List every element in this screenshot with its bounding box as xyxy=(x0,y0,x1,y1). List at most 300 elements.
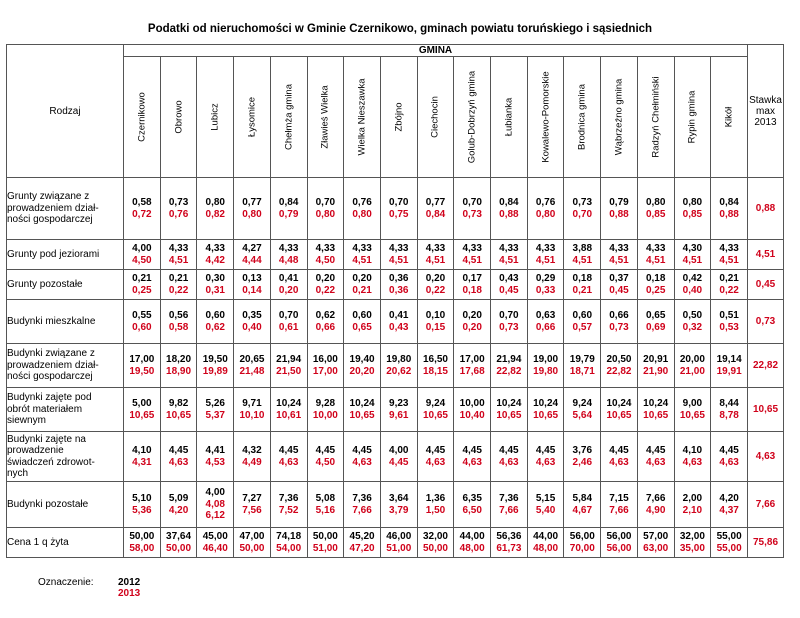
value-2013: 48,00 xyxy=(459,542,485,554)
value-2013: 4,63 xyxy=(462,456,482,468)
value-2012: 74,18 xyxy=(276,531,302,542)
value-2012: 44,00 xyxy=(533,531,559,542)
value-2012: 9,23 xyxy=(389,398,409,409)
value-cell xyxy=(527,344,564,388)
value-2012: 9,28 xyxy=(315,398,336,409)
value-2013: 48,00 xyxy=(533,542,559,554)
value-cell xyxy=(527,528,564,558)
max-rate-cell: 7,66 xyxy=(748,482,784,528)
value-2012: 0,80 xyxy=(682,197,703,208)
value-2012: 20,91 xyxy=(643,354,669,365)
value-2013: 18,90 xyxy=(166,365,192,377)
value-2012: 10,24 xyxy=(533,398,559,409)
max-rate-cell: 22,82 xyxy=(748,344,784,388)
value-2013: 51,00 xyxy=(386,542,412,554)
legend xyxy=(38,577,141,599)
value-cell xyxy=(637,240,674,270)
value-2012: 4,33 xyxy=(499,243,519,254)
row-label-line: Budynki zajęte na xyxy=(7,433,86,445)
value-2012: 4,33 xyxy=(278,243,299,254)
value-2013: 0,62 xyxy=(205,321,225,333)
value-2012: 32,00 xyxy=(679,531,705,542)
value-cell xyxy=(344,300,381,344)
municipality-header xyxy=(637,57,674,178)
municipality-header xyxy=(124,57,161,178)
value-2012: 0,77 xyxy=(242,197,262,208)
value-2013: 4,45 xyxy=(389,456,409,468)
value-2012: 4,00 xyxy=(132,243,152,254)
value-cell xyxy=(564,270,601,300)
value-2013: 21,90 xyxy=(643,365,669,377)
value-cell xyxy=(454,178,491,240)
value-2012: 4,45 xyxy=(535,445,556,456)
value-2013: 10,65 xyxy=(643,409,669,421)
value-2012: 4,45 xyxy=(609,445,629,456)
value-cell xyxy=(454,432,491,482)
row-label-line: ności gospodarczej xyxy=(7,214,93,226)
value-cell xyxy=(234,178,271,240)
value-cell xyxy=(344,528,381,558)
value-cell xyxy=(674,388,711,432)
value-2012: 7,36 xyxy=(278,493,299,504)
value-2012: 19,14 xyxy=(716,354,742,365)
value-2012: 4,33 xyxy=(719,243,739,254)
row-label xyxy=(7,344,124,388)
max-rate-cell: 10,65 xyxy=(748,388,784,432)
value-cell xyxy=(454,344,491,388)
value-2012: 0,63 xyxy=(535,310,556,321)
value-cell xyxy=(160,344,197,388)
value-2013: 0,73 xyxy=(499,321,519,333)
value-2013: 0,25 xyxy=(132,284,152,296)
value-cell xyxy=(711,432,748,482)
value-cell xyxy=(527,270,564,300)
value-2013: 21,00 xyxy=(679,365,705,377)
value-cell xyxy=(527,482,564,528)
value-2013: 4,90 xyxy=(645,504,666,516)
municipality-name: Zławieś Wielka xyxy=(319,85,331,149)
value-2012: 5,09 xyxy=(168,493,189,504)
value-2013: 0,22 xyxy=(425,284,446,296)
value-cell xyxy=(270,270,307,300)
value-2012: 4,30 xyxy=(682,243,703,254)
municipality-name: Wąbrzeźno gmina xyxy=(613,78,625,156)
municipality-name: Rypin gmina xyxy=(686,90,698,144)
value-2012: 0,70 xyxy=(278,310,299,321)
municipality-header xyxy=(417,57,454,178)
value-2013: 0,76 xyxy=(168,208,189,220)
rodzaj-header: Rodzaj xyxy=(7,45,124,178)
value-2012: 0,70 xyxy=(462,197,482,208)
value-cell xyxy=(307,178,344,240)
value-cell xyxy=(674,270,711,300)
value-cell xyxy=(711,482,748,528)
value-2013: 0,22 xyxy=(315,284,336,296)
value-cell xyxy=(234,240,271,270)
value-2012: 1,36 xyxy=(425,493,446,504)
value-cell xyxy=(637,388,674,432)
value-cell xyxy=(454,240,491,270)
value-2012: 17,00 xyxy=(129,354,155,365)
value-cell xyxy=(344,178,381,240)
value-2012: 0,20 xyxy=(425,273,446,284)
value-2012: 50,00 xyxy=(312,531,338,542)
value-2012: 45,00 xyxy=(202,531,228,542)
value-cell xyxy=(711,300,748,344)
value-2013: 0,21 xyxy=(352,284,372,296)
value-cell xyxy=(564,240,601,270)
municipality-header xyxy=(527,57,564,178)
value-2012: 4,45 xyxy=(645,445,666,456)
value-cell xyxy=(197,388,234,432)
value-cell xyxy=(527,388,564,432)
value-2013: 10,65 xyxy=(496,409,522,421)
value-cell xyxy=(197,528,234,558)
value-2012: 0,30 xyxy=(205,273,225,284)
value-cell xyxy=(564,178,601,240)
value-2013: 0,57 xyxy=(572,321,593,333)
value-2012: 0,50 xyxy=(682,310,703,321)
value-cell xyxy=(527,240,564,270)
value-2013: 10,65 xyxy=(422,409,448,421)
value-2013: 10,65 xyxy=(679,409,705,421)
value-cell xyxy=(270,528,307,558)
value-cell xyxy=(197,300,234,344)
value-2013: 4,49 xyxy=(242,456,262,468)
municipality-name: Zbójno xyxy=(393,102,405,132)
value-cell xyxy=(307,432,344,482)
value-2013: 21,48 xyxy=(239,365,265,377)
value-2013: 18,15 xyxy=(422,365,448,377)
value-2013: 4,50 xyxy=(132,254,152,266)
value-cell xyxy=(454,300,491,344)
value-cell xyxy=(674,300,711,344)
value-cell xyxy=(711,270,748,300)
value-2012: 0,65 xyxy=(645,310,666,321)
value-cell xyxy=(601,528,638,558)
value-2012: 4,33 xyxy=(205,243,225,254)
table-row xyxy=(7,528,784,558)
value-2012: 0,41 xyxy=(278,273,299,284)
value-2013: 2,10 xyxy=(682,504,703,516)
value-2012: 4,45 xyxy=(278,445,299,456)
value-2013: 10,65 xyxy=(129,409,155,421)
value-cell xyxy=(637,528,674,558)
stawka-header-line2: max xyxy=(756,105,775,117)
value-cell xyxy=(601,178,638,240)
value-2012: 5,26 xyxy=(205,398,225,409)
value-cell xyxy=(344,432,381,482)
value-2013: 4,53 xyxy=(205,456,225,468)
value-2013: 46,40 xyxy=(202,542,228,554)
value-2012: 8,44 xyxy=(719,398,739,409)
value-2012: 4,33 xyxy=(645,243,666,254)
value-cell xyxy=(234,300,271,344)
value-cell xyxy=(601,432,638,482)
row-label xyxy=(7,528,124,558)
value-cell xyxy=(234,528,271,558)
table-row xyxy=(7,482,784,528)
value-2013: 0,85 xyxy=(682,208,703,220)
value-cell xyxy=(711,240,748,270)
value-2013: 0,58 xyxy=(168,321,189,333)
value-cell xyxy=(344,388,381,432)
value-cell xyxy=(454,270,491,300)
legend-2013: 2013 xyxy=(118,588,141,599)
row-label xyxy=(7,178,124,240)
value-2013: 7,56 xyxy=(242,504,262,516)
table-row xyxy=(7,270,784,300)
value-2012: 0,60 xyxy=(205,310,225,321)
municipality-header xyxy=(234,57,271,178)
value-2013: 22,82 xyxy=(496,365,522,377)
value-2013: 0,36 xyxy=(389,284,409,296)
value-2013: 0,53 xyxy=(719,321,739,333)
municipality-header xyxy=(380,57,417,178)
stawka-header-line3: 2013 xyxy=(754,116,777,128)
value-2013: 47,20 xyxy=(349,542,375,554)
value-2013: 0,20 xyxy=(278,284,299,296)
municipality-header xyxy=(270,57,307,178)
value-2013: 5,37 xyxy=(205,409,225,421)
value-cell xyxy=(197,344,234,388)
value-2012: 4,45 xyxy=(462,445,482,456)
document-title: Podatki od nieruchomości w Gminie Czernikowo, gminach powiatu toruńskiego i sąsiednich xyxy=(147,23,653,35)
municipality-name: Łubianka xyxy=(503,97,515,137)
value-2013: 4,67 xyxy=(572,504,593,516)
value-2013: 0,32 xyxy=(682,321,703,333)
value-cell xyxy=(491,178,528,240)
value-2013: 0,73 xyxy=(462,208,482,220)
value-2013: 0,84 xyxy=(425,208,446,220)
row-label-line: świadczeń zdrowot- xyxy=(7,456,95,468)
row-label-line: obrót materiałem xyxy=(7,403,83,415)
value-2012: 4,33 xyxy=(609,243,629,254)
value-cell xyxy=(637,432,674,482)
row-label-line: Grunty pod jeziorami xyxy=(7,248,100,260)
value-2012: 4,33 xyxy=(462,243,482,254)
value-2012: 10,24 xyxy=(496,398,522,409)
municipality-header xyxy=(160,57,197,178)
value-2013: 4,51 xyxy=(389,254,409,266)
row-label xyxy=(7,300,124,344)
value-2013: 19,91 xyxy=(716,365,742,377)
value-2013: 7,52 xyxy=(278,504,299,516)
value-cell xyxy=(160,270,197,300)
value-cell xyxy=(564,482,601,528)
value-cell xyxy=(601,482,638,528)
value-2013: 56,00 xyxy=(606,542,632,554)
value-2012: 4,33 xyxy=(168,243,189,254)
value-2013: 61,73 xyxy=(496,542,522,554)
value-2013: 0,43 xyxy=(389,321,409,333)
value-2012: 4,10 xyxy=(682,445,703,456)
value-2012: 19,00 xyxy=(533,354,559,365)
value-2012: 0,35 xyxy=(242,310,262,321)
value-2012: 0,10 xyxy=(425,310,446,321)
value-2013: 0,72 xyxy=(132,208,152,220)
value-2012: 3,76 xyxy=(572,445,593,456)
value-cell xyxy=(711,388,748,432)
value-2012: 0,70 xyxy=(499,310,519,321)
value-cell xyxy=(601,240,638,270)
value-2012: 10,00 xyxy=(459,398,485,409)
value-2013: 4,51 xyxy=(168,254,189,266)
municipality-header xyxy=(307,57,344,178)
row-label xyxy=(7,388,124,432)
value-2012: 4,45 xyxy=(315,445,336,456)
value-cell xyxy=(270,178,307,240)
value-2012: 4,45 xyxy=(499,445,519,456)
value-2013: 0,75 xyxy=(389,208,409,220)
value-2012: 9,24 xyxy=(425,398,446,409)
row-label-line: Grunty pozostałe xyxy=(7,278,83,290)
value-cell xyxy=(197,240,234,270)
value-cell xyxy=(234,388,271,432)
value-2013: 50,00 xyxy=(166,542,192,554)
value-2013: 0,88 xyxy=(609,208,629,220)
value-cell xyxy=(637,300,674,344)
value-cell xyxy=(637,482,674,528)
value-cell xyxy=(491,528,528,558)
value-cell xyxy=(527,178,564,240)
row-label-line: siewnym xyxy=(7,415,46,427)
value-2012: 0,77 xyxy=(425,197,446,208)
value-2013: 4,51 xyxy=(572,254,593,266)
max-rate-cell: 0,73 xyxy=(748,300,784,344)
value-2013: 5,40 xyxy=(535,504,556,516)
value-cell xyxy=(160,432,197,482)
value-2013: 10,65 xyxy=(606,409,632,421)
max-rate-cell: 0,45 xyxy=(748,270,784,300)
value-2013: 8,78 xyxy=(719,409,739,421)
row-label xyxy=(7,240,124,270)
value-2012: 5,84 xyxy=(572,493,593,504)
value-2013: 6,50 xyxy=(462,504,482,516)
value-2013: 21,50 xyxy=(276,365,302,377)
value-2012: 10,24 xyxy=(349,398,375,409)
value-cell xyxy=(380,300,417,344)
value-2012: 7,66 xyxy=(645,493,666,504)
municipality-name: Czernikowo xyxy=(136,92,148,142)
value-2013: 0,66 xyxy=(535,321,556,333)
value-2012: 0,18 xyxy=(572,273,593,284)
value-2012: 4,45 xyxy=(425,445,446,456)
value-2013: 50,00 xyxy=(239,542,265,554)
municipality-header xyxy=(197,57,234,178)
value-2013: 0,73 xyxy=(609,321,629,333)
value-2013: 63,00 xyxy=(643,542,669,554)
value-2012: 4,32 xyxy=(242,445,262,456)
stawka-header xyxy=(748,45,784,178)
value-2013: 17,00 xyxy=(312,365,338,377)
value-2013: 0,18 xyxy=(462,284,482,296)
value-2013: 4,50 xyxy=(315,456,336,468)
value-2012: 0,84 xyxy=(719,197,739,208)
row-label-line: Budynki związane z xyxy=(7,348,95,360)
value-cell xyxy=(307,270,344,300)
value-2012: 9,82 xyxy=(168,398,189,409)
value-cell xyxy=(234,482,271,528)
value-2013: 22,82 xyxy=(606,365,632,377)
value-2013: 58,00 xyxy=(129,542,155,554)
value-cell xyxy=(234,432,271,482)
value-cell xyxy=(454,528,491,558)
value-cell xyxy=(491,300,528,344)
value-2012: 32,00 xyxy=(422,531,448,542)
value-2012: 4,00 xyxy=(389,445,409,456)
value-2012: 0,17 xyxy=(462,273,482,284)
value-2012: 4,33 xyxy=(352,243,372,254)
value-2013: 19,50 xyxy=(129,365,155,377)
value-2012: 0,41 xyxy=(389,310,409,321)
value-2013: 7,66 xyxy=(609,504,629,516)
value-2013: 1,50 xyxy=(425,504,446,516)
value-cell xyxy=(417,178,454,240)
value-cell xyxy=(380,240,417,270)
value-2013: 4,63 xyxy=(535,456,556,468)
value-2012: 57,00 xyxy=(643,531,669,542)
value-2012: 0,80 xyxy=(645,197,666,208)
value-2012: 4,33 xyxy=(425,243,446,254)
value-2012: 4,33 xyxy=(535,243,556,254)
row-label-line: nych xyxy=(7,468,29,479)
row-label-line: Budynki zajęte pod xyxy=(7,392,92,404)
value-2012: 19,50 xyxy=(202,354,228,365)
value-cell xyxy=(491,344,528,388)
value-cell xyxy=(270,300,307,344)
max-rate-cell: 4,51 xyxy=(748,240,784,270)
value-2012: 19,40 xyxy=(349,354,375,365)
value-cell xyxy=(234,344,271,388)
value-cell xyxy=(307,240,344,270)
value-2012: 19,79 xyxy=(569,354,595,365)
row-label-line: Budynki pozostałe xyxy=(7,498,89,510)
row-label-line: prowadzeniem dział- xyxy=(7,359,99,371)
row-label xyxy=(7,432,124,482)
value-cell xyxy=(380,432,417,482)
value-cell xyxy=(344,344,381,388)
value-2012: 0,60 xyxy=(572,310,593,321)
value-2013: 0,20 xyxy=(462,321,482,333)
value-cell xyxy=(380,178,417,240)
value-2013: 4,51 xyxy=(645,254,666,266)
gmina-header: GMINA xyxy=(124,45,748,57)
row-label xyxy=(7,482,124,528)
value-2013: 0,80 xyxy=(352,208,372,220)
value-cell xyxy=(380,482,417,528)
value-2013: 0,70 xyxy=(572,208,593,220)
value-2013: 0,60 xyxy=(132,321,152,333)
value-cell xyxy=(160,388,197,432)
value-2013: 20,62 xyxy=(386,365,412,377)
municipality-name: Lubicz xyxy=(209,103,221,131)
value-2012: 0,43 xyxy=(499,273,519,284)
value-cell xyxy=(674,240,711,270)
value-cell xyxy=(197,432,234,482)
value-2013: 0,33 xyxy=(535,284,556,296)
value-2012: 46,00 xyxy=(386,531,412,542)
value-2013: 4,51 xyxy=(352,254,372,266)
value-cell xyxy=(197,482,234,528)
table-row xyxy=(7,432,784,482)
value-2012: 55,00 xyxy=(716,531,742,542)
value-2013: 4,63 xyxy=(719,456,739,468)
value-2012: 4,41 xyxy=(205,445,225,456)
value-2012: 0,51 xyxy=(719,310,739,321)
row-label-line: Grunty związane z xyxy=(7,191,90,203)
municipality-header xyxy=(674,57,711,178)
